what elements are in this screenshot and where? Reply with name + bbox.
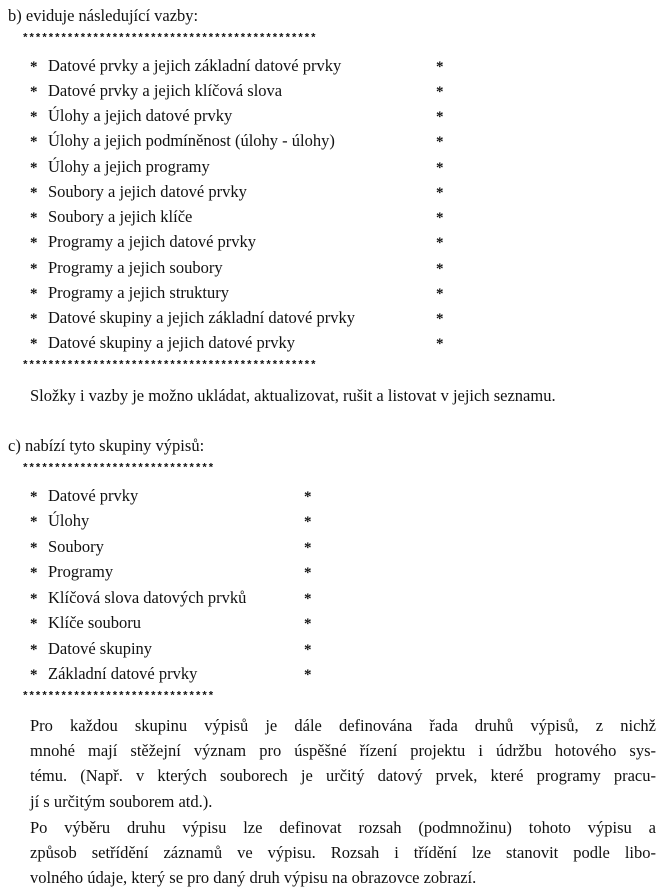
bullet-right: * [436,185,444,201]
bullet-left: * [30,616,38,632]
bullet-right: * [436,59,444,75]
bullet-right: * [436,134,444,150]
bullet-left: * [30,109,38,125]
list-item-text: Datové prvky [48,486,139,505]
section-b-stars-top: ********************************************** [22,33,317,45]
bullet-right: * [304,489,312,505]
bullet-right: * [436,84,444,100]
section-b-heading: b) eviduje následující vazby: [8,6,199,25]
bullet-left: * [30,667,38,683]
list-item-text: Datové prvky a jejich klíčová slova [48,81,283,100]
list-item-text: Úlohy [48,511,90,530]
paragraph-line: způsob setřídění záznamů ve výpisu. Rozsah i třídění lze stanovit podle libo- [30,843,656,862]
section-c-stars-top: ****************************** [22,463,215,475]
section-b-stars-bottom: ********************************************** [22,360,317,372]
bullet-left: * [30,642,38,658]
paragraph-line: volného údaje, který se pro daný druh výpisu na obrazovce zobrazí. [30,868,477,887]
bullet-right: * [436,261,444,277]
paragraph-line: Po výběru druhu výpisu lze definovat rozsah (podmnožinu) tohoto výpisu a [30,818,656,837]
bullet-left: * [30,311,38,327]
paragraph-line: Pro každou skupinu výpisů je dále definována řada druhů výpisů, z nichž [30,716,656,735]
bullet-left: * [30,235,38,251]
section-c-heading: c) nabízí tyto skupiny výpisů: [8,436,205,455]
list-item-text: Soubory a jejich datové prvky [48,182,247,201]
bullet-left: * [30,489,38,505]
section-b-note: Složky i vazby je možno ukládat, aktualizovat, rušit a listovat v jejich seznamu. [30,386,556,405]
bullet-right: * [436,210,444,226]
bullet-left: * [30,59,38,75]
bullet-left: * [30,210,38,226]
list-item-text: Datové prvky a jejich základní datové prvky [48,56,342,75]
list-item-text: Datové skupiny a jejich základní datové prvky [48,308,355,327]
bullet-left: * [30,591,38,607]
list-item-text: Programy a jejich datové prvky [48,232,257,251]
bullet-right: * [436,311,444,327]
bullet-right: * [304,616,312,632]
bullet-right: * [304,565,312,581]
bullet-left: * [30,134,38,150]
list-item-text: Datové skupiny [48,639,153,658]
list-item-text: Programy a jejich struktury [48,283,230,302]
list-item-text: Úlohy a jejich podmíněnost (úlohy - úlohy) [48,131,335,150]
bullet-left: * [30,565,38,581]
bullet-right: * [436,235,444,251]
bullet-right: * [304,514,312,530]
list-item-text: Klíčová slova datových prvků [48,588,247,607]
list-item-text: Programy a jejich soubory [48,258,223,277]
list-item-text: Soubory [48,537,104,556]
bullet-left: * [30,185,38,201]
list-item-text: Programy [48,562,114,581]
bullet-right: * [436,336,444,352]
section-c-stars-bottom: ****************************** [22,691,215,703]
bullet-left: * [30,336,38,352]
bullet-right: * [436,109,444,125]
bullet-left: * [30,160,38,176]
paragraph-line: tému. (Např. v kterých souborech je určitý datový prvek, které programy pracu- [30,766,656,785]
bullet-left: * [30,514,38,530]
paragraph-line: mnohé mají stěžejní význam pro úspěšné řízení projektu i údržbu hotového sys- [30,741,656,760]
paragraph-line: jí s určitým souborem atd.). [30,792,213,811]
bullet-left: * [30,84,38,100]
bullet-left: * [30,261,38,277]
bullet-right: * [436,160,444,176]
list-item-text: Základní datové prvky [48,664,198,683]
bullet-left: * [30,286,38,302]
bullet-right: * [304,642,312,658]
list-item-text: Datové skupiny a jejich datové prvky [48,333,295,352]
bullet-right: * [304,591,312,607]
list-item-text: Úlohy a jejich datové prvky [48,106,233,125]
list-item-text: Úlohy a jejich programy [48,157,210,176]
list-item-text: Soubory a jejich klíče [48,207,193,226]
bullet-left: * [30,540,38,556]
bullet-right: * [304,540,312,556]
bullet-right: * [436,286,444,302]
bullet-right: * [304,667,312,683]
list-item-text: Klíče souboru [48,613,142,632]
